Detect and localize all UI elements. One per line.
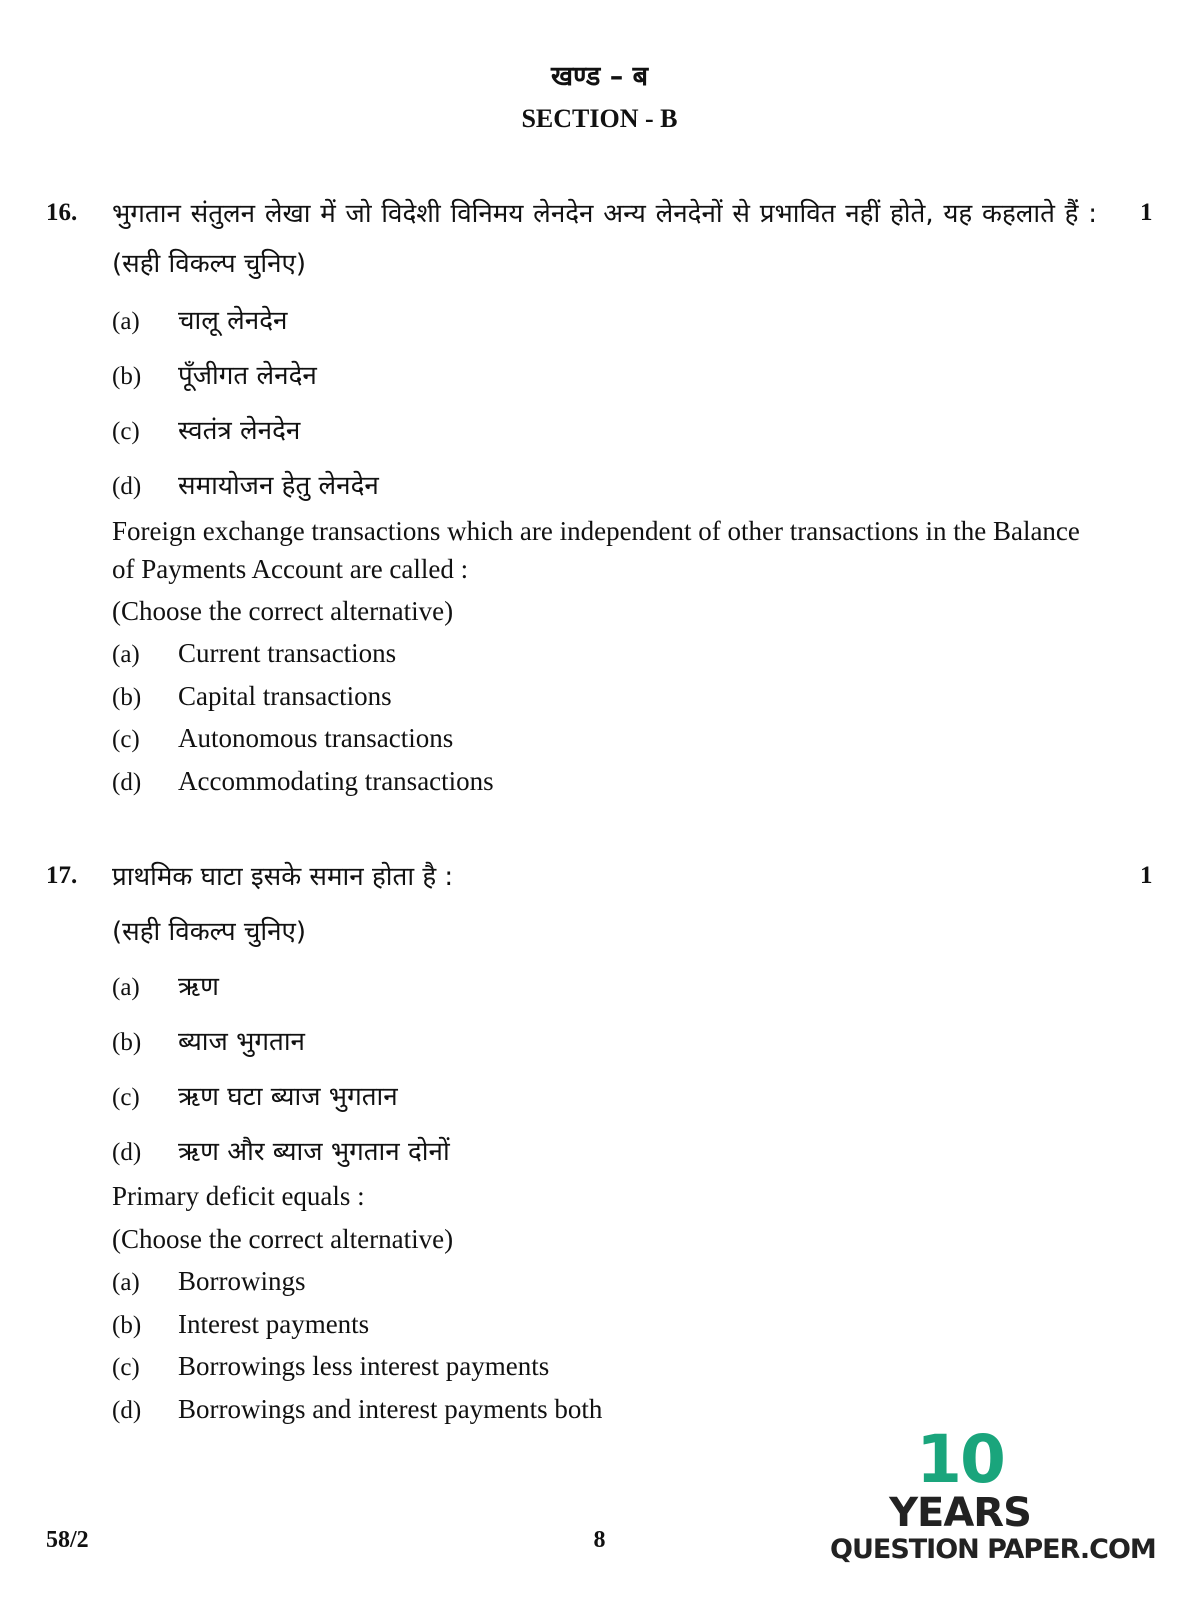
option-label: (d) [112, 1139, 142, 1166]
option-text: Borrowings [178, 1266, 306, 1296]
section-title-english: SECTION - B [521, 104, 678, 133]
option-text: ऋण और ब्याज भुगतान दोनों [178, 1137, 450, 1167]
question-16-hindi-text: भुगतान संतुलन लेखा में जो विदेशी विनिमय लेनदेन अन्य लेनदेनों से प्रभावित नहीं होते, यह कहलाते हैं : (सही विकल्प चुनिए) [112, 199, 1097, 279]
option-text: पूँजीगत लेनदेन [178, 361, 317, 391]
site-logo [830, 1421, 1156, 1566]
question-17-hindi-text: प्राथमिक घाटा इसके समान होता है : [112, 862, 454, 892]
question-16-hindi-option-d [112, 461, 379, 512]
option-text: ब्याज भुगतान [178, 1027, 305, 1057]
option-text: समायोजन हेतु लेनदेन [178, 471, 379, 501]
question-17-english-instruction: (Choose the correct alternative) [112, 1224, 454, 1254]
question-16-number: 16. [46, 199, 78, 226]
question-16-hindi-option-b [112, 351, 317, 402]
paper-code: 58/2 [46, 1527, 89, 1553]
question-16-english-option-c [112, 719, 453, 759]
question-16-english-option-d [112, 762, 494, 802]
option-label: (d) [112, 769, 142, 796]
option-label: (d) [112, 473, 142, 500]
question-16-english-option-a [112, 634, 396, 674]
logo-years: YEARS [889, 1490, 1031, 1536]
option-text: Interest payments [178, 1309, 370, 1339]
option-text: ऋण घटा ब्याज भुगतान [178, 1082, 398, 1112]
question-16-hindi-option-a [112, 296, 287, 347]
logo-number: 10 [916, 1421, 1004, 1498]
question-16-hindi-option-c [112, 406, 300, 457]
question-17-english-option-a [112, 1262, 306, 1302]
question-17-hindi-instruction: (सही विकल्प चुनिए) [112, 917, 307, 947]
option-text: ऋण [178, 972, 219, 1002]
option-label: (b) [112, 1312, 142, 1339]
option-label: (c) [112, 418, 140, 445]
option-label: (b) [112, 1029, 142, 1056]
option-label: (c) [112, 726, 140, 753]
option-label: (c) [112, 1354, 140, 1381]
question-17-marks: 1 [1140, 862, 1153, 889]
option-text: Accommodating transactions [178, 766, 494, 796]
question-16-english-option-b [112, 677, 392, 717]
option-text: Autonomous transactions [178, 723, 454, 753]
question-17-english-option-d [112, 1390, 602, 1430]
option-label: (c) [112, 1084, 140, 1111]
option-label: (a) [112, 641, 140, 668]
option-label: (a) [112, 974, 140, 1001]
logo-site-name: QUESTION PAPER.COM [830, 1534, 1156, 1565]
option-label: (b) [112, 684, 142, 711]
page-number: 8 [593, 1527, 606, 1553]
question-17-number: 17. [46, 862, 78, 889]
question-17-hindi-option-b [112, 1017, 305, 1068]
question-17-english-text: Primary deficit equals : [112, 1181, 365, 1211]
question-16-english-instruction: (Choose the correct alternative) [112, 596, 454, 626]
option-text: Current transactions [178, 638, 397, 668]
question-16-english-text: Foreign exchange transactions which are independent of other transactions in the Balance of Payments Account are called : [112, 516, 1080, 584]
option-label: (b) [112, 363, 142, 390]
option-label: (d) [112, 1397, 142, 1424]
question-17-english-option-c [112, 1347, 549, 1387]
question-17-hindi-option-a [112, 962, 219, 1013]
option-text: Capital transactions [178, 681, 392, 711]
section-title-hindi: खण्ड – ब [550, 61, 649, 92]
question-17-hindi-option-c [112, 1072, 398, 1123]
question-17-english-option-b [112, 1305, 369, 1345]
option-text: स्वतंत्र लेनदेन [178, 416, 301, 446]
option-text: Borrowings less interest payments [178, 1351, 550, 1381]
option-text: Borrowings and interest payments both [178, 1394, 603, 1424]
option-label: (a) [112, 1269, 140, 1296]
option-text: चालू लेनदेन [178, 306, 288, 336]
question-16-marks: 1 [1140, 199, 1153, 226]
option-label: (a) [112, 308, 140, 335]
question-17-hindi-option-d [112, 1127, 450, 1178]
